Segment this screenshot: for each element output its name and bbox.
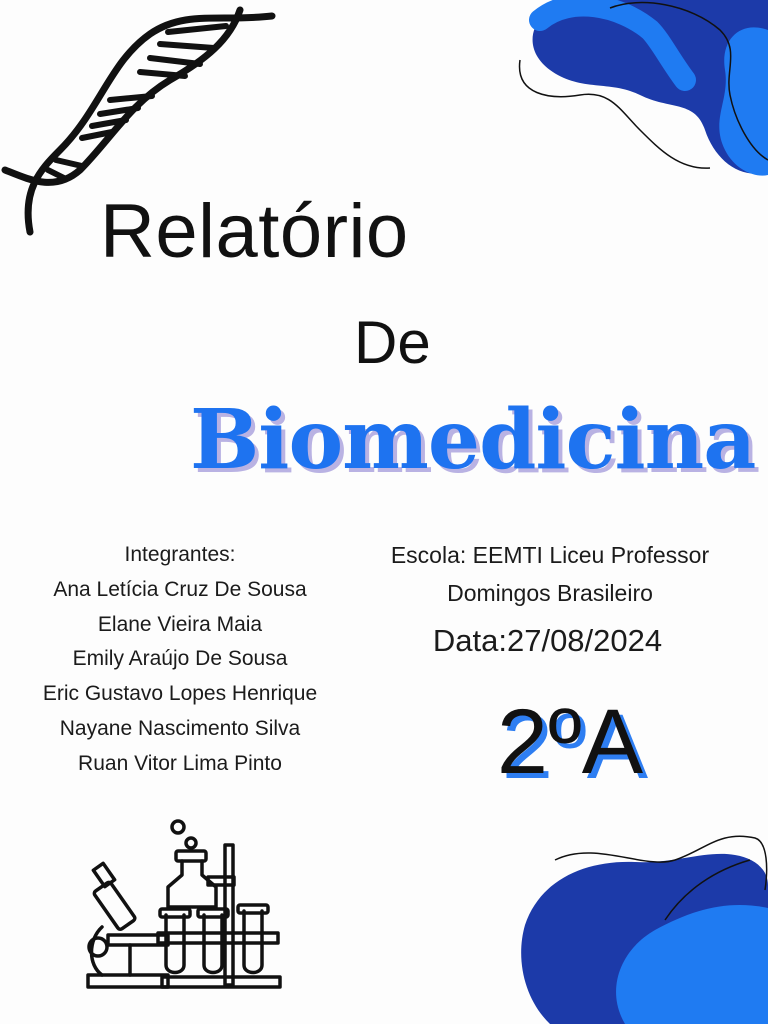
title-line-relatorio: Relatório <box>100 189 409 274</box>
laboratory-equipment-icon <box>80 815 290 995</box>
member-name: Ana Letícia Cruz De Sousa <box>53 577 307 601</box>
school-line-1: Escola: EEMTI Liceu Professor <box>390 542 710 568</box>
member-name: Ruan Vitor Lima Pinto <box>78 751 282 775</box>
title-line-biomedicina: Biomedicina <box>190 392 756 488</box>
school-line-2: Domingos Brasileiro <box>447 580 653 606</box>
member-name: Emily Araújo De Sousa <box>72 647 288 671</box>
blue-blob-bottom-right <box>515 830 768 1024</box>
members-heading: Integrantes: <box>124 543 236 566</box>
school-info <box>350 536 750 612</box>
class-label: 2ºA <box>496 691 644 793</box>
blue-blob-top-right <box>510 0 768 180</box>
title-line-de: De <box>354 309 431 376</box>
member-name: Nayane Nascimento Silva <box>59 716 301 740</box>
member-name: Elane Vieira Maia <box>97 612 263 636</box>
member-name: Eric Gustavo Lopes Henrique <box>42 682 318 706</box>
date-label: Data:27/08/2024 <box>432 623 663 658</box>
members-list <box>0 538 360 782</box>
